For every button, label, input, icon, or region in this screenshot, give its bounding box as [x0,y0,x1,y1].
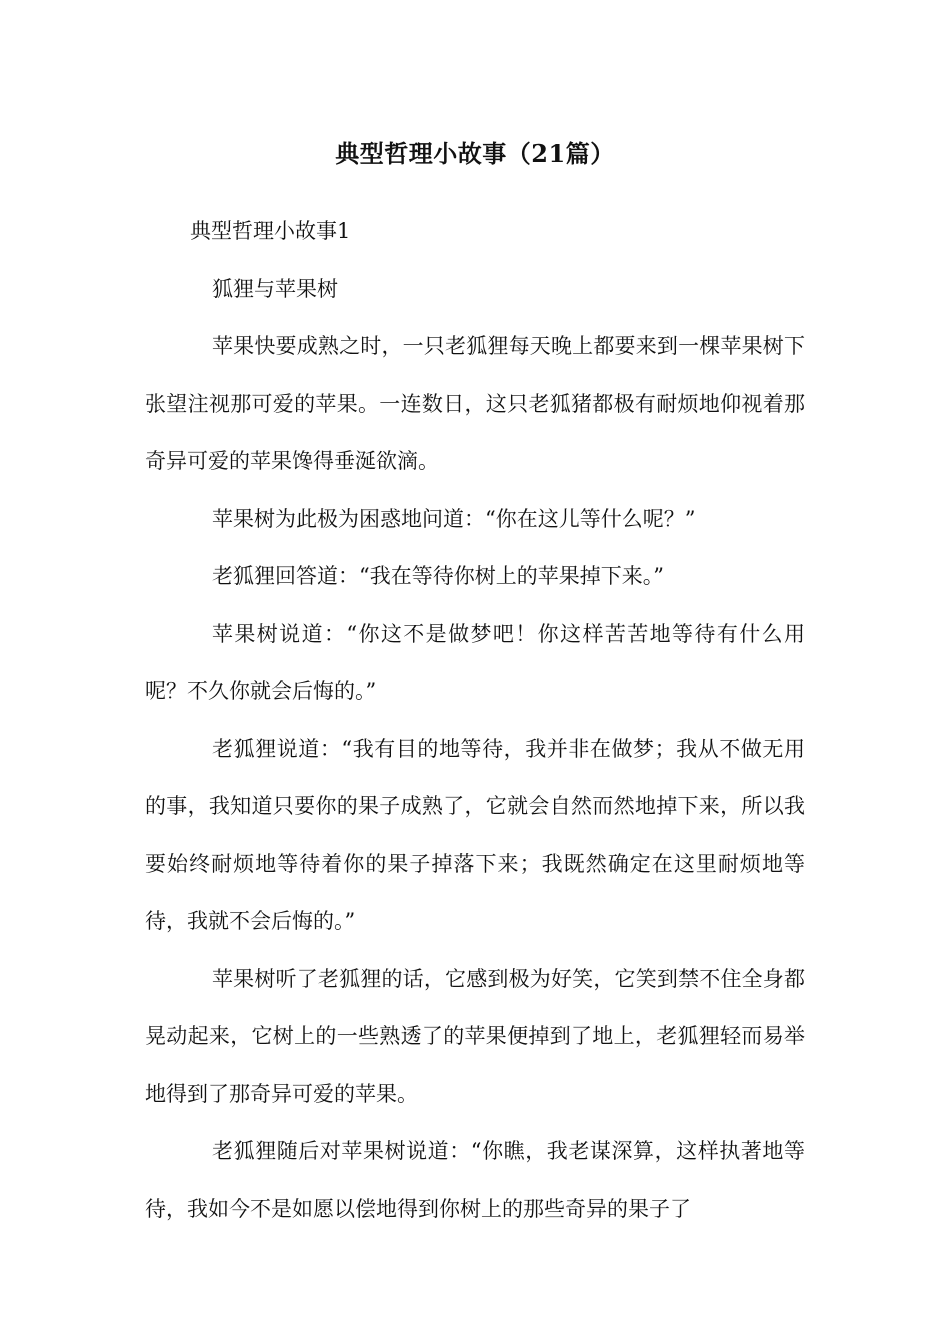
paragraph-3: 老狐狸回答道：“我在等待你树上的苹果掉下来。” [212,564,664,588]
paragraph-1: 苹果快要成熟之时，一只老狐狸每天晚上都要来到一棵苹果树下张望注视那可爱的苹果。一连数日，这只老狐猪都极有耐烦地仰视着那奇异可爱的苹果馋得垂涎欲滴。 [145,334,805,473]
paragraph-4: 苹果树说道：“你这不是做梦吧！你这样苦苦地等待有什么用呢？不久你就会后悔的。” [145,621,805,703]
paragraph-2: 苹果树为此极为困惑地问道：“你在这儿等什么呢？” [212,506,696,531]
paragraph-5: 老狐狸说道：“我有目的地等待，我并非在做梦；我从不做无用的事，我知道只要你的果子成熟了，它就会自然而然地掉下来，所以我要始终耐烦地等待着你的果子掉落下来；我既然确定在这里耐烦地等待，我就不会后悔的。” [145,736,805,933]
story-title: 狐狸与苹果树 [212,276,338,301]
section-heading: 典型哲理小故事1 [190,219,351,243]
paragraph-7: 老狐狸随后对苹果树说道：“你瞧，我老谋深算，这样执著地等待，我如今不是如愿以偿地得到你树上的那些奇异的果子了 [145,1139,805,1221]
document-title: 典型哲理小故事（21篇） [335,139,615,168]
document-body [145,203,805,1238]
paragraph-6: 苹果树听了老狐狸的话，它感到极为好笑，它笑到禁不住全身都晃动起来，它树上的一些熟透了的苹果便掉到了地上，老狐狸轻而易举地得到了那奇异可爱的苹果。 [145,966,805,1106]
